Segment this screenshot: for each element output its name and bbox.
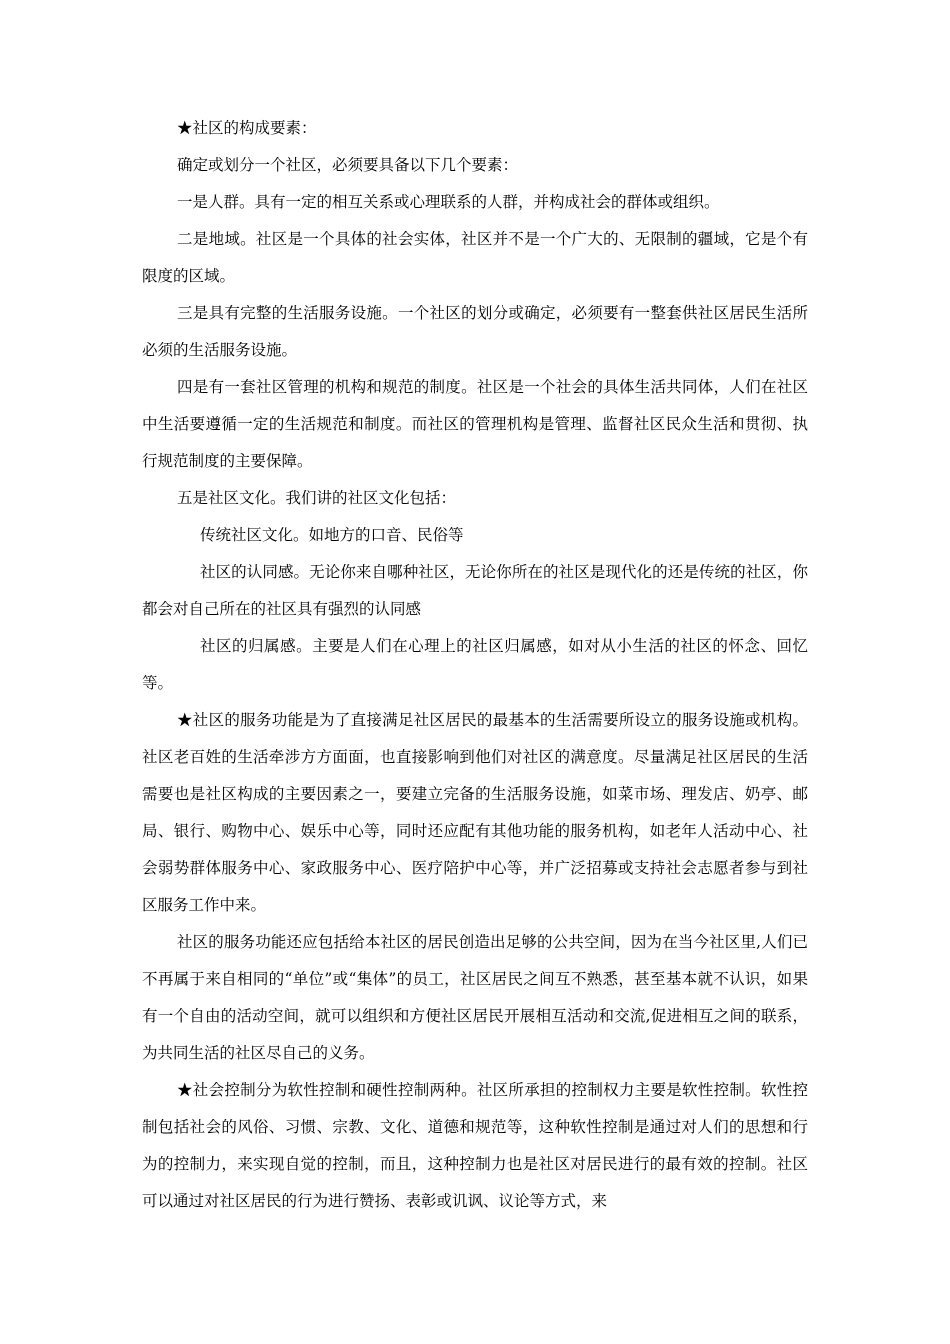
paragraph-service-function: ★社区的服务功能是为了直接满足社区居民的最基本的生活需要所设立的服务设施或机构。社区老百姓的生活牵涉方方面面，也直接影响到他们对社区的满意度。尽量满足社区居民的生活需要也是社区构成的主要因素之一，要建立完备的生活服务设施，如菜市场、理发店、奶亭、邮局、银行、购物中心、娱乐中心等，同时还应配有其他功能的服务机构，如老年人活动中心、社会弱势群体服务中心、家政服务中心、医疗陪护中心等，并广泛招募或支持社会志愿者参与到社区服务工作中来。 bbox=[142, 711, 808, 914]
paragraph-element-territory: 二是地域。社区是一个具体的社会实体，社区并不是一个广大的、无限制的疆域，它是个有限度的区域。 bbox=[142, 230, 808, 285]
paragraph-element-facilities: 三是具有完整的生活服务设施。一个社区的划分或确定，必须要有一整套供社区居民生活所必须的生活服务设施。 bbox=[142, 304, 808, 359]
paragraph-social-control: ★社会控制分为软性控制和硬性控制两种。社区所承担的控制权力主要是软性控制。软性控制包括社会的风俗、习惯、宗教、文化、道德和规范等，这种软性控制是通过对人们的思想和行为的控制力，来实现自觉的控制，而且，这种控制力也是社区对居民进行的最有效的控制。社区可以通过对社区居民的行为进行赞扬、表彰或讥讽、议论等方式，来 bbox=[142, 1081, 808, 1210]
paragraph-culture-identity: 社区的认同感。无论你来自哪种社区，无论你所在的社区是现代化的还是传统的社区，你都会对自己所在的社区具有强烈的认同感 bbox=[142, 563, 808, 618]
paragraph-culture-belonging: 社区的归属感。主要是人们在心理上的社区归属感，如对从小生活的社区的怀念、回忆等。 bbox=[142, 637, 808, 692]
paragraph-element-management: 四是有一套社区管理的机构和规范的制度。社区是一个社会的具体生活共同体，人们在社区中生活要遵循一定的生活规范和制度。而社区的管理机构是管理、监督社区民众生活和贯彻、执行规范制度的主要保障。 bbox=[142, 378, 808, 470]
paragraph-elements-intro: 确定或划分一个社区，必须要具备以下几个要素： bbox=[177, 156, 519, 174]
document-body bbox=[142, 110, 808, 1220]
heading-community-elements: ★社区的构成要素： bbox=[177, 119, 317, 137]
paragraph-element-population: 一是人群。具有一定的相互关系或心理联系的人群，并构成社会的群体或组织。 bbox=[177, 193, 720, 211]
paragraph-culture-traditional: 传统社区文化。如地方的口音、民俗等 bbox=[200, 526, 464, 544]
paragraph-element-culture: 五是社区文化。我们讲的社区文化包括： bbox=[177, 489, 457, 507]
paragraph-public-space: 社区的服务功能还应包括给本社区的居民创造出足够的公共空间，因为在当今社区里,人们已不再属于来自相同的“单位”或“集体”的员工，社区居民之间互不熟悉，甚至基本就不认识，如果有一个自由的活动空间，就可以组织和方便社区居民开展相互活动和交流,促进相互之间的联系，为共同生活的社区尽自己的义务。 bbox=[142, 933, 808, 1062]
